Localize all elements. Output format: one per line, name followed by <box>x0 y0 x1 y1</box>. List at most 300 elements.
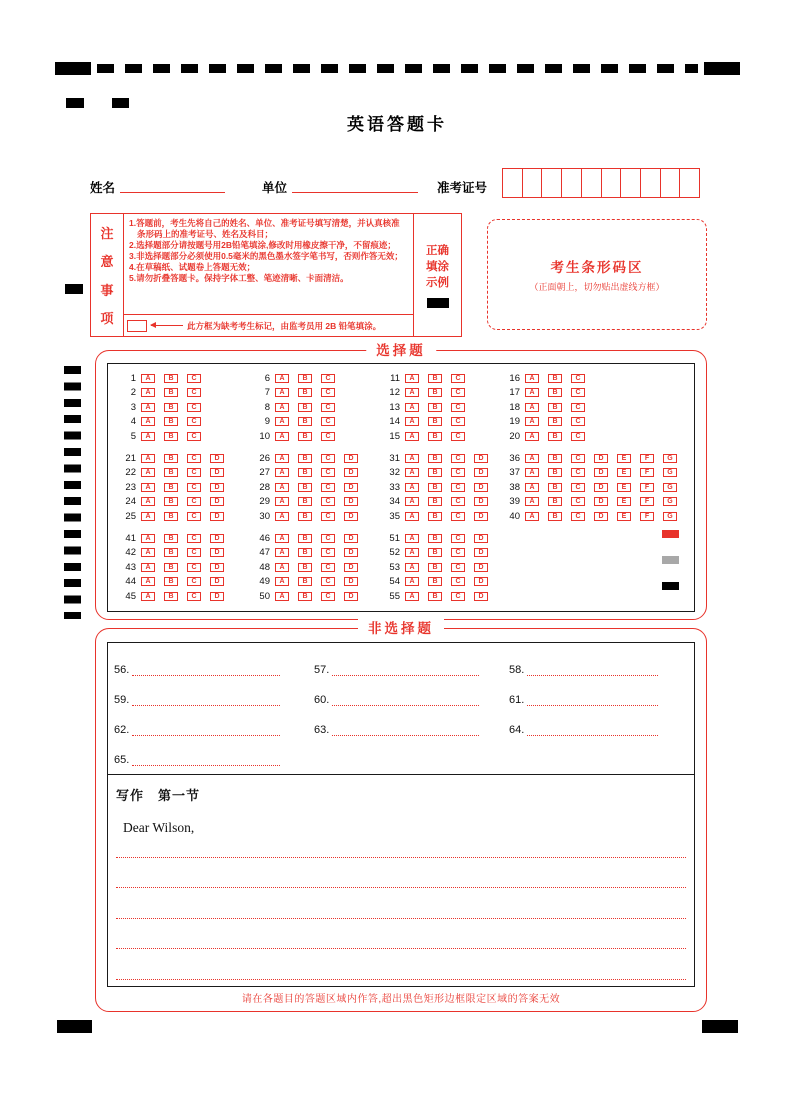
answer-bubble-54-B[interactable]: B <box>428 577 442 586</box>
ticket-number-cell[interactable] <box>679 169 699 197</box>
writing-line[interactable] <box>116 827 686 858</box>
question-number: 44 <box>125 576 136 588</box>
answer-bubble-37-F[interactable]: F <box>640 468 654 477</box>
fill-answer-line[interactable] <box>332 725 479 736</box>
fill-question-65 <box>114 754 314 766</box>
answer-bubble-11-C[interactable]: C <box>451 374 465 383</box>
answer-bubble-15-B[interactable]: B <box>428 432 442 441</box>
answer-bubble-11-B[interactable]: B <box>428 374 442 383</box>
answer-bubble-37-D[interactable]: D <box>594 468 608 477</box>
answer-bubble-48-B[interactable]: B <box>298 563 312 572</box>
answer-bubble-43-A[interactable]: A <box>141 563 155 572</box>
answer-bubble-19-C[interactable]: C <box>571 417 585 426</box>
answer-bubble-1-B[interactable]: B <box>164 374 178 383</box>
answer-bubble-40-E[interactable]: E <box>617 512 631 521</box>
answer-bubble-7-B[interactable]: B <box>298 388 312 397</box>
answer-bubble-16-A[interactable]: A <box>525 374 539 383</box>
writing-line[interactable] <box>116 888 686 919</box>
answer-bubble-39-C[interactable]: C <box>571 497 585 506</box>
answer-bubble-3-B[interactable]: B <box>164 403 178 412</box>
answer-bubble-55-B[interactable]: B <box>428 592 442 601</box>
ticket-number-cell[interactable] <box>640 169 660 197</box>
ticket-number-cell[interactable] <box>561 169 581 197</box>
answer-bubble-46-D[interactable]: D <box>344 534 358 543</box>
answer-bubble-4-B[interactable]: B <box>164 417 178 426</box>
answer-bubble-20-B[interactable]: B <box>548 432 562 441</box>
answer-bubble-42-D[interactable]: D <box>210 548 224 557</box>
fill-answer-line[interactable] <box>132 755 280 766</box>
answer-bubble-33-C[interactable]: C <box>451 483 465 492</box>
answer-bubble-17-A[interactable]: A <box>525 388 539 397</box>
answer-column <box>380 451 497 524</box>
answer-bubble-40-F[interactable]: F <box>640 512 654 521</box>
answer-bubble-46-B[interactable]: B <box>298 534 312 543</box>
answer-bubble-50-B[interactable]: B <box>298 592 312 601</box>
answer-bubble-29-B[interactable]: B <box>298 497 312 506</box>
answer-bubble-32-A[interactable]: A <box>405 468 419 477</box>
fill-example-line: 正确 <box>426 244 449 257</box>
question-row-55 <box>380 589 497 604</box>
answer-bubble-14-B[interactable]: B <box>428 417 442 426</box>
answer-bubble-13-C[interactable]: C <box>451 403 465 412</box>
answer-bubble-34-B[interactable]: B <box>428 497 442 506</box>
notice-side-char: 意 <box>100 254 114 270</box>
question-row-37 <box>500 466 686 481</box>
answer-bubble-15-C[interactable]: C <box>451 432 465 441</box>
question-row-49 <box>250 575 367 590</box>
answer-bubble-29-D[interactable]: D <box>344 497 358 506</box>
answer-column <box>250 531 367 604</box>
answer-bubble-26-D[interactable]: D <box>344 454 358 463</box>
writing-line[interactable] <box>116 919 686 950</box>
answer-bubble-25-B[interactable]: B <box>164 512 178 521</box>
answer-bubble-51-C[interactable]: C <box>451 534 465 543</box>
answer-bubble-21-A[interactable]: A <box>141 454 155 463</box>
answer-bubble-34-D[interactable]: D <box>474 497 488 506</box>
answer-bubble-14-C[interactable]: C <box>451 417 465 426</box>
answer-bubble-55-A[interactable]: A <box>405 592 419 601</box>
answer-bubble-9-A[interactable]: A <box>275 417 289 426</box>
answer-bubble-43-B[interactable]: B <box>164 563 178 572</box>
notice-side-char: 注 <box>100 226 114 241</box>
answer-bubble-20-C[interactable]: C <box>571 432 585 441</box>
question-number: 19 <box>509 416 520 428</box>
answer-bubble-52-B[interactable]: B <box>428 548 442 557</box>
answer-bubble-55-D[interactable]: D <box>474 592 488 601</box>
answer-bubble-52-C[interactable]: C <box>451 548 465 557</box>
answer-bubble-40-B[interactable]: B <box>548 512 562 521</box>
answer-bubble-33-B[interactable]: B <box>428 483 442 492</box>
answer-bubble-4-A[interactable]: A <box>141 417 155 426</box>
answer-bubble-47-D[interactable]: D <box>344 548 358 557</box>
answer-bubble-10-A[interactable]: A <box>275 432 289 441</box>
answer-bubble-2-B[interactable]: B <box>164 388 178 397</box>
answer-bubble-6-A[interactable]: A <box>275 374 289 383</box>
answer-bubble-35-C[interactable]: C <box>451 512 465 521</box>
answer-bubble-43-C[interactable]: C <box>187 563 201 572</box>
answer-bubble-40-A[interactable]: A <box>525 512 539 521</box>
answer-bubble-46-C[interactable]: C <box>321 534 335 543</box>
answer-bubble-53-C[interactable]: C <box>451 563 465 572</box>
answer-bubble-36-B[interactable]: B <box>548 454 562 463</box>
answer-bubble-36-F[interactable]: F <box>640 454 654 463</box>
answer-bubble-36-C[interactable]: C <box>571 454 585 463</box>
answer-bubble-31-C[interactable]: C <box>451 454 465 463</box>
answer-bubble-8-A[interactable]: A <box>275 403 289 412</box>
answer-bubble-41-C[interactable]: C <box>187 534 201 543</box>
answer-bubble-30-A[interactable]: A <box>275 512 289 521</box>
fill-question-64 <box>509 724 688 736</box>
answer-bubble-27-C[interactable]: C <box>321 468 335 477</box>
answer-bubble-3-A[interactable]: A <box>141 403 155 412</box>
answer-bubble-2-C[interactable]: C <box>187 388 201 397</box>
answer-bubble-49-A[interactable]: A <box>275 577 289 586</box>
answer-bubble-31-D[interactable]: D <box>474 454 488 463</box>
answer-bubble-37-B[interactable]: B <box>548 468 562 477</box>
answer-bubble-26-C[interactable]: C <box>321 454 335 463</box>
question-row-32 <box>380 466 497 481</box>
answer-bubble-5-C[interactable]: C <box>187 432 201 441</box>
answer-bubble-28-B[interactable]: B <box>298 483 312 492</box>
answer-bubble-16-C[interactable]: C <box>571 374 585 383</box>
answer-bubble-37-E[interactable]: E <box>617 468 631 477</box>
writing-section-title: 写作 第一节 <box>116 788 201 803</box>
answer-bubble-20-A[interactable]: A <box>525 432 539 441</box>
fill-answer-line[interactable] <box>527 725 658 736</box>
answer-bubble-32-C[interactable]: C <box>451 468 465 477</box>
answer-bubble-19-A[interactable]: A <box>525 417 539 426</box>
answer-bubble-23-A[interactable]: A <box>141 483 155 492</box>
answer-column <box>380 371 474 444</box>
answer-bubble-13-B[interactable]: B <box>428 403 442 412</box>
answer-bubble-32-B[interactable]: B <box>428 468 442 477</box>
ticket-number-cell[interactable] <box>660 169 680 197</box>
answer-bubble-6-B[interactable]: B <box>298 374 312 383</box>
answer-bubble-16-B[interactable]: B <box>548 374 562 383</box>
question-number: 52 <box>389 547 400 559</box>
answer-bubble-22-B[interactable]: B <box>164 468 178 477</box>
question-number: 29 <box>259 496 270 508</box>
answer-bubble-24-D[interactable]: D <box>210 497 224 506</box>
answer-bubble-36-D[interactable]: D <box>594 454 608 463</box>
answer-bubble-38-F[interactable]: F <box>640 483 654 492</box>
answer-bubble-44-B[interactable]: B <box>164 577 178 586</box>
answer-bubble-4-C[interactable]: C <box>187 417 201 426</box>
question-number: 42 <box>125 547 136 559</box>
notice-main <box>124 214 414 336</box>
answer-bubble-19-B[interactable]: B <box>548 417 562 426</box>
answer-bubble-28-D[interactable]: D <box>344 483 358 492</box>
fill-question-number: 56. <box>114 664 130 676</box>
answer-bubble-50-C[interactable]: C <box>321 592 335 601</box>
answer-bubble-36-G[interactable]: G <box>663 454 677 463</box>
answer-bubble-45-A[interactable]: A <box>141 592 155 601</box>
answer-bubble-2-A[interactable]: A <box>141 388 155 397</box>
answer-bubble-47-C[interactable]: C <box>321 548 335 557</box>
answer-bubble-32-D[interactable]: D <box>474 468 488 477</box>
question-row-3 <box>116 400 210 415</box>
answer-bubble-49-C[interactable]: C <box>321 577 335 586</box>
answer-bubble-53-D[interactable]: D <box>474 563 488 572</box>
writing-lines <box>116 827 686 980</box>
name-input-line[interactable] <box>120 179 225 193</box>
question-row-17 <box>500 386 594 401</box>
answer-bubble-51-B[interactable]: B <box>428 534 442 543</box>
answer-bubble-38-D[interactable]: D <box>594 483 608 492</box>
answer-bubble-43-D[interactable]: D <box>210 563 224 572</box>
answer-bubble-44-C[interactable]: C <box>187 577 201 586</box>
answer-bubble-41-B[interactable]: B <box>164 534 178 543</box>
question-row-53 <box>380 560 497 575</box>
answer-bubble-37-C[interactable]: C <box>571 468 585 477</box>
answer-bubble-26-B[interactable]: B <box>298 454 312 463</box>
answer-bubble-47-A[interactable]: A <box>275 548 289 557</box>
answer-bubble-50-A[interactable]: A <box>275 592 289 601</box>
ticket-number-cell[interactable] <box>522 169 542 197</box>
answer-bubble-37-G[interactable]: G <box>663 468 677 477</box>
answer-bubble-54-C[interactable]: C <box>451 577 465 586</box>
answer-bubble-42-C[interactable]: C <box>187 548 201 557</box>
legend-color-block <box>662 582 679 590</box>
question-number: 8 <box>264 401 270 413</box>
answer-bubble-24-C[interactable]: C <box>187 497 201 506</box>
answer-bubble-39-A[interactable]: A <box>525 497 539 506</box>
answer-bubble-23-C[interactable]: C <box>187 483 201 492</box>
question-row-27 <box>250 466 367 481</box>
writing-line[interactable] <box>116 949 686 980</box>
answer-bubble-17-C[interactable]: C <box>571 388 585 397</box>
answer-column <box>116 371 210 444</box>
registration-mark <box>65 284 83 294</box>
ticket-number-cell[interactable] <box>503 169 522 197</box>
answer-bubble-41-D[interactable]: D <box>210 534 224 543</box>
answer-bubble-41-A[interactable]: A <box>141 534 155 543</box>
answer-bubble-30-C[interactable]: C <box>321 512 335 521</box>
answer-bubble-25-C[interactable]: C <box>187 512 201 521</box>
answer-bubble-34-C[interactable]: C <box>451 497 465 506</box>
answer-bubble-13-A[interactable]: A <box>405 403 419 412</box>
answer-bubble-14-A[interactable]: A <box>405 417 419 426</box>
answer-bubble-48-A[interactable]: A <box>275 563 289 572</box>
answer-bubble-54-A[interactable]: A <box>405 577 419 586</box>
answer-bubble-8-C[interactable]: C <box>321 403 335 412</box>
fill-question-number: 62. <box>114 724 130 736</box>
question-row-48 <box>250 560 367 575</box>
answer-bubble-40-C[interactable]: C <box>571 512 585 521</box>
answer-bubble-3-C[interactable]: C <box>187 403 201 412</box>
answer-bubble-10-B[interactable]: B <box>298 432 312 441</box>
answer-bubble-55-C[interactable]: C <box>451 592 465 601</box>
answer-bubble-45-D[interactable]: D <box>210 592 224 601</box>
answer-bubble-21-C[interactable]: C <box>187 454 201 463</box>
answer-bubble-33-A[interactable]: A <box>405 483 419 492</box>
fill-question-59 <box>114 694 314 706</box>
answer-bubble-36-E[interactable]: E <box>617 454 631 463</box>
answer-bubble-1-C[interactable]: C <box>187 374 201 383</box>
answer-bubble-9-C[interactable]: C <box>321 417 335 426</box>
answer-bubble-50-D[interactable]: D <box>344 592 358 601</box>
answer-bubble-34-A[interactable]: A <box>405 497 419 506</box>
ticket-number-cell[interactable] <box>601 169 621 197</box>
answer-bubble-8-B[interactable]: B <box>298 403 312 412</box>
answer-bubble-24-A[interactable]: A <box>141 497 155 506</box>
answer-bubble-27-D[interactable]: D <box>344 468 358 477</box>
question-number: 34 <box>389 496 400 508</box>
answer-bubble-9-B[interactable]: B <box>298 417 312 426</box>
answer-bubble-35-D[interactable]: D <box>474 512 488 521</box>
answer-bubble-27-A[interactable]: A <box>275 468 289 477</box>
answer-bubble-7-A[interactable]: A <box>275 388 289 397</box>
answer-bubble-51-A[interactable]: A <box>405 534 419 543</box>
fill-answer-line[interactable] <box>332 695 479 706</box>
answer-bubble-49-B[interactable]: B <box>298 577 312 586</box>
answer-bubble-23-D[interactable]: D <box>210 483 224 492</box>
answer-bubble-52-D[interactable]: D <box>474 548 488 557</box>
writing-line[interactable] <box>116 858 686 889</box>
answer-bubble-38-E[interactable]: E <box>617 483 631 492</box>
answer-bubble-38-G[interactable]: G <box>663 483 677 492</box>
answer-bubble-35-B[interactable]: B <box>428 512 442 521</box>
question-row-43 <box>116 560 233 575</box>
fill-example-line: 示例 <box>426 276 449 289</box>
answer-bubble-40-D[interactable]: D <box>594 512 608 521</box>
answer-bubble-17-B[interactable]: B <box>548 388 562 397</box>
question-number: 5 <box>130 430 136 442</box>
answer-bubble-25-D[interactable]: D <box>210 512 224 521</box>
answer-bubble-12-B[interactable]: B <box>428 388 442 397</box>
page-title: 英语答题卡 <box>347 115 447 134</box>
question-number: 27 <box>259 467 270 479</box>
question-row-23 <box>116 480 233 495</box>
answer-bubble-12-A[interactable]: A <box>405 388 419 397</box>
answer-bubble-37-A[interactable]: A <box>525 468 539 477</box>
answer-bubble-31-A[interactable]: A <box>405 454 419 463</box>
answer-bubble-42-A[interactable]: A <box>141 548 155 557</box>
answer-bubble-21-B[interactable]: B <box>164 454 178 463</box>
answer-bubble-39-E[interactable]: E <box>617 497 631 506</box>
answer-bubble-22-C[interactable]: C <box>187 468 201 477</box>
answer-column <box>250 451 367 524</box>
answer-bubble-51-D[interactable]: D <box>474 534 488 543</box>
question-number: 16 <box>509 372 520 384</box>
answer-bubble-38-A[interactable]: A <box>525 483 539 492</box>
fill-answer-line[interactable] <box>332 665 479 676</box>
answer-bubble-45-B[interactable]: B <box>164 592 178 601</box>
answer-bubble-31-B[interactable]: B <box>428 454 442 463</box>
fill-answer-line[interactable] <box>527 695 658 706</box>
fill-answer-line[interactable] <box>132 665 280 676</box>
answer-bubble-24-B[interactable]: B <box>164 497 178 506</box>
answer-bubble-33-D[interactable]: D <box>474 483 488 492</box>
answer-bubble-10-C[interactable]: C <box>321 432 335 441</box>
answer-bubble-29-A[interactable]: A <box>275 497 289 506</box>
answer-bubble-39-D[interactable]: D <box>594 497 608 506</box>
answer-bubble-18-A[interactable]: A <box>525 403 539 412</box>
unit-input-line[interactable] <box>292 179 418 193</box>
answer-bubble-53-B[interactable]: B <box>428 563 442 572</box>
answer-bubble-29-C[interactable]: C <box>321 497 335 506</box>
answer-bubble-38-C[interactable]: C <box>571 483 585 492</box>
question-row-41 <box>116 531 233 546</box>
ticket-number-cell[interactable] <box>581 169 601 197</box>
answer-bubble-49-D[interactable]: D <box>344 577 358 586</box>
answer-bubble-46-A[interactable]: A <box>275 534 289 543</box>
fill-answer-line[interactable] <box>132 695 280 706</box>
question-row-22 <box>116 466 233 481</box>
answer-bubble-30-D[interactable]: D <box>344 512 358 521</box>
answer-bubble-47-B[interactable]: B <box>298 548 312 557</box>
answer-bubble-22-D[interactable]: D <box>210 468 224 477</box>
notice-instruction: 2.选择题部分请按题号用2B铅笔填涂,修改时用橡皮擦干净，不留痕迹； <box>129 239 396 250</box>
question-row-34 <box>380 495 497 510</box>
answer-bubble-38-B[interactable]: B <box>548 483 562 492</box>
fill-question-62 <box>114 724 314 736</box>
answer-bubble-28-A[interactable]: A <box>275 483 289 492</box>
registration-mark <box>112 98 129 108</box>
answer-bubble-54-D[interactable]: D <box>474 577 488 586</box>
answer-bubble-1-A[interactable]: A <box>141 374 155 383</box>
answer-bubble-26-A[interactable]: A <box>275 454 289 463</box>
answer-bubble-18-C[interactable]: C <box>571 403 585 412</box>
answer-bubble-25-A[interactable]: A <box>141 512 155 521</box>
absent-marker-box[interactable] <box>127 320 147 332</box>
answer-bubble-53-A[interactable]: A <box>405 563 419 572</box>
answer-bubble-18-B[interactable]: B <box>548 403 562 412</box>
fill-answer-line[interactable] <box>527 665 658 676</box>
answer-bubble-28-C[interactable]: C <box>321 483 335 492</box>
answer-bubble-5-A[interactable]: A <box>141 432 155 441</box>
answer-bubble-6-C[interactable]: C <box>321 374 335 383</box>
answer-bubble-12-C[interactable]: C <box>451 388 465 397</box>
answer-bubble-22-A[interactable]: A <box>141 468 155 477</box>
answer-bubble-42-B[interactable]: B <box>164 548 178 557</box>
fill-question-60 <box>314 694 509 706</box>
ticket-number-cell[interactable] <box>541 169 561 197</box>
writing-area <box>108 775 694 986</box>
answer-bubble-15-A[interactable]: A <box>405 432 419 441</box>
answer-bubble-27-B[interactable]: B <box>298 468 312 477</box>
answer-column <box>500 371 594 444</box>
answer-bubble-7-C[interactable]: C <box>321 388 335 397</box>
answer-bubble-45-C[interactable]: C <box>187 592 201 601</box>
answer-bubble-52-A[interactable]: A <box>405 548 419 557</box>
answer-bubble-5-B[interactable]: B <box>164 432 178 441</box>
answer-block-1 <box>108 371 694 444</box>
ticket-number-cell[interactable] <box>620 169 640 197</box>
question-row-25 <box>116 509 233 524</box>
answer-bubble-40-G[interactable]: G <box>663 512 677 521</box>
answer-bubble-39-B[interactable]: B <box>548 497 562 506</box>
answer-bubble-48-D[interactable]: D <box>344 563 358 572</box>
answer-bubble-48-C[interactable]: C <box>321 563 335 572</box>
question-number: 35 <box>389 510 400 522</box>
answer-bubble-35-A[interactable]: A <box>405 512 419 521</box>
question-number: 24 <box>125 496 136 508</box>
question-number: 43 <box>125 561 136 573</box>
answer-bubble-36-A[interactable]: A <box>525 454 539 463</box>
answer-bubble-30-B[interactable]: B <box>298 512 312 521</box>
answer-bubble-21-D[interactable]: D <box>210 454 224 463</box>
answer-bubble-39-F[interactable]: F <box>640 497 654 506</box>
barcode-title: 考生条形码区 <box>550 260 644 275</box>
answer-bubble-23-B[interactable]: B <box>164 483 178 492</box>
answer-bubble-44-A[interactable]: A <box>141 577 155 586</box>
top-timing-marks <box>55 62 740 75</box>
answer-bubble-11-A[interactable]: A <box>405 374 419 383</box>
answer-bubble-44-D[interactable]: D <box>210 577 224 586</box>
answer-bubble-39-G[interactable]: G <box>663 497 677 506</box>
fill-answer-line[interactable] <box>132 725 280 736</box>
